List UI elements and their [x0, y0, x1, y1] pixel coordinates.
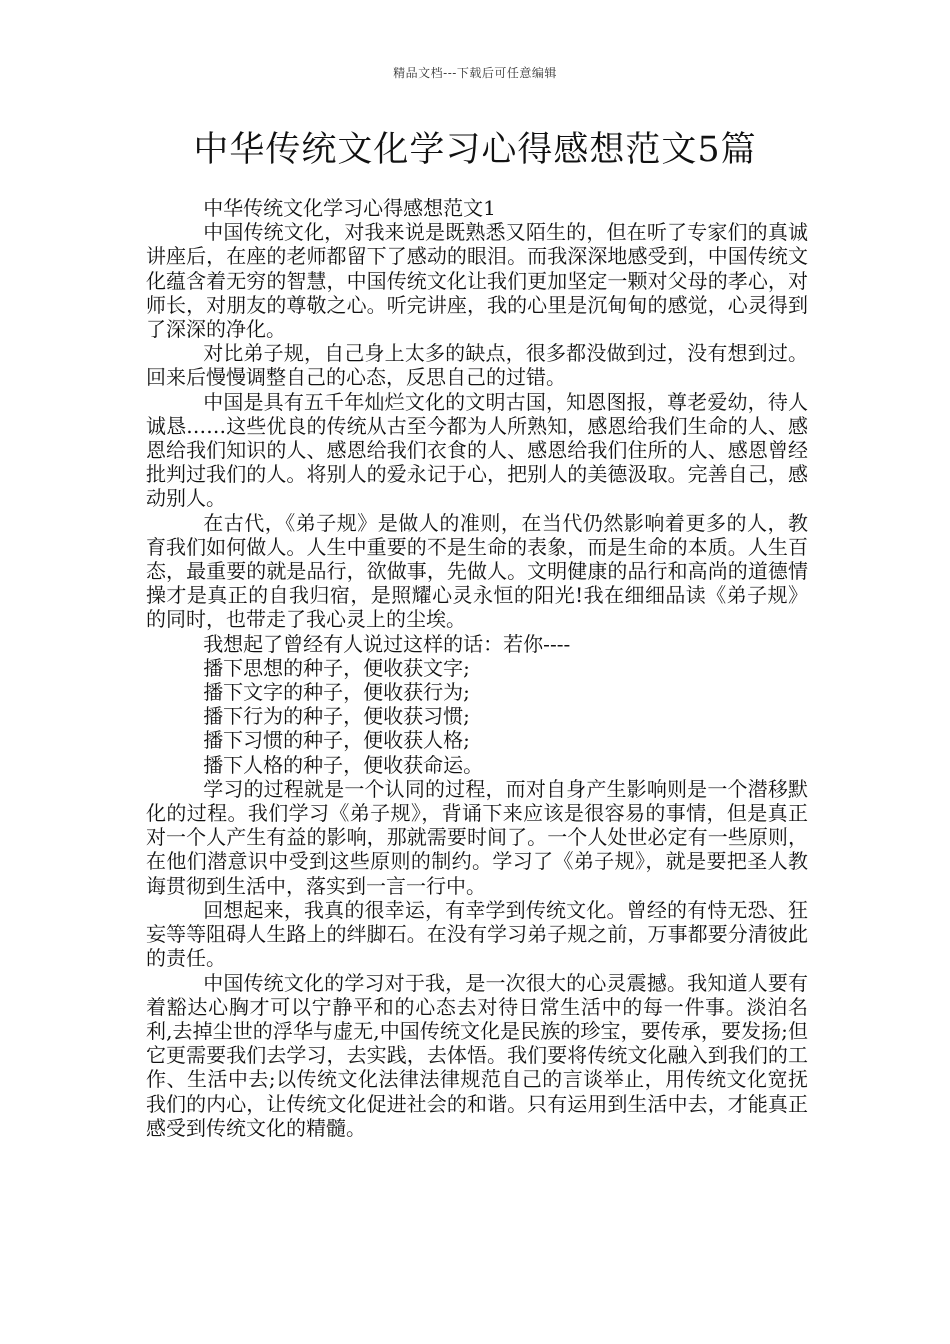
quote-line: 播下习惯的种子，便收获人格;: [203, 728, 470, 753]
quote-line: 播下文字的种子，便收获行为;: [203, 680, 470, 705]
document-header-note: 精品文档---下载后可任意编辑: [393, 66, 557, 80]
paragraph: 中国是具有五千年灿烂文化的文明古国，知恩图报，尊老爱幼，待人诚恳……这些优良的传统从古至今都为人所熟知，感恩给我们生命的人、感恩给我们知识的人、感恩给我们衣食的人、感恩给我们住所的人、感恩曾经批判过我们的人。将别人的爱永记于心，把别人的美德汲取。完善自己，感动别人。: [146, 389, 808, 511]
paragraph: 回想起来，我真的很幸运，有幸学到传统文化。曾经的有恃无恐、狂妄等等阻碍人生路上的绊脚石。在没有学习弟子规之前，万事都要分清彼此的责任。: [146, 897, 808, 971]
document-body: [146, 196, 808, 1140]
paragraph: 学习的过程就是一个认同的过程，而对自身产生影响则是一个潜移默化的过程。我们学习《弟子规》，背诵下来应该是很容易的事情，但是真正对一个人产生有益的影响，那就需要时间了。一个人处世必定有一些原则，在他们潜意识中受到这些原则的制约。学习了《弟子规》，就是要把圣人教诲贯彻到生活中，落实到一言一行中。: [146, 776, 808, 898]
paragraph: 在古代，《弟子规》是做人的准则，在当代仍然影响着更多的人，教育我们如何做人。人生中重要的不是生命的表象，而是生命的本质。人生百态，最重要的就是品行，欲做事，先做人。文明健康的品行和高尚的道德情操才是真正的自我归宿，是照耀心灵永恒的阳光!我在细细品读《弟子规》的同时，也带走了我心灵上的尘埃。: [146, 510, 808, 632]
quote-line: 播下人格的种子，便收获命运。: [203, 752, 484, 777]
paragraph: 中国传统文化的学习对于我，是一次很大的心灵震撼。我知道人要有着豁达心胸才可以宁静平和的心态去对待日常生活中的每一件事。淡泊名利,去掉尘世的浮华与虚无,中国传统文化是民族的珍宝，要传承，要发扬;但它更需要我们去学习，去实践，去体悟。我们要将传统文化融入到我们的工作、生活中去;以传统文化法律法律规范自己的言谈举止，用传统文化宽抚我们的内心，让传统文化促进社会的和谐。只有运用到生活中去，才能真正感受到传统文化的精髓。: [146, 970, 808, 1140]
document-title: 中华传统文化学习心得感想范文5篇: [193, 130, 757, 170]
quote-line: 播下思想的种子，便收获文字;: [203, 655, 470, 680]
paragraph: 对比弟子规，自己身上太多的缺点，很多都没做到过，没有想到过。回来后慢慢调整自己的心态，反思自己的过错。: [146, 341, 808, 390]
paragraph: 中国传统文化，对我来说是既熟悉又陌生的，但在听了专家们的真诚讲座后，在座的老师都留下了感动的眼泪。而我深深地感受到，中国传统文化蕴含着无穷的智慧，中国传统文化让我们更加坚定一颗对父母的孝心，对师长，对朋友的尊敬之心。听完讲座，我的心里是沉甸甸的感觉，心灵得到了深深的净化。: [146, 220, 808, 342]
quote-line: 播下行为的种子，便收获习惯;: [203, 704, 470, 729]
quote-intro: 我想起了曾经有人说过这样的话：若你----: [203, 631, 571, 656]
section-heading: 中华传统文化学习心得感想范文1: [203, 196, 496, 220]
